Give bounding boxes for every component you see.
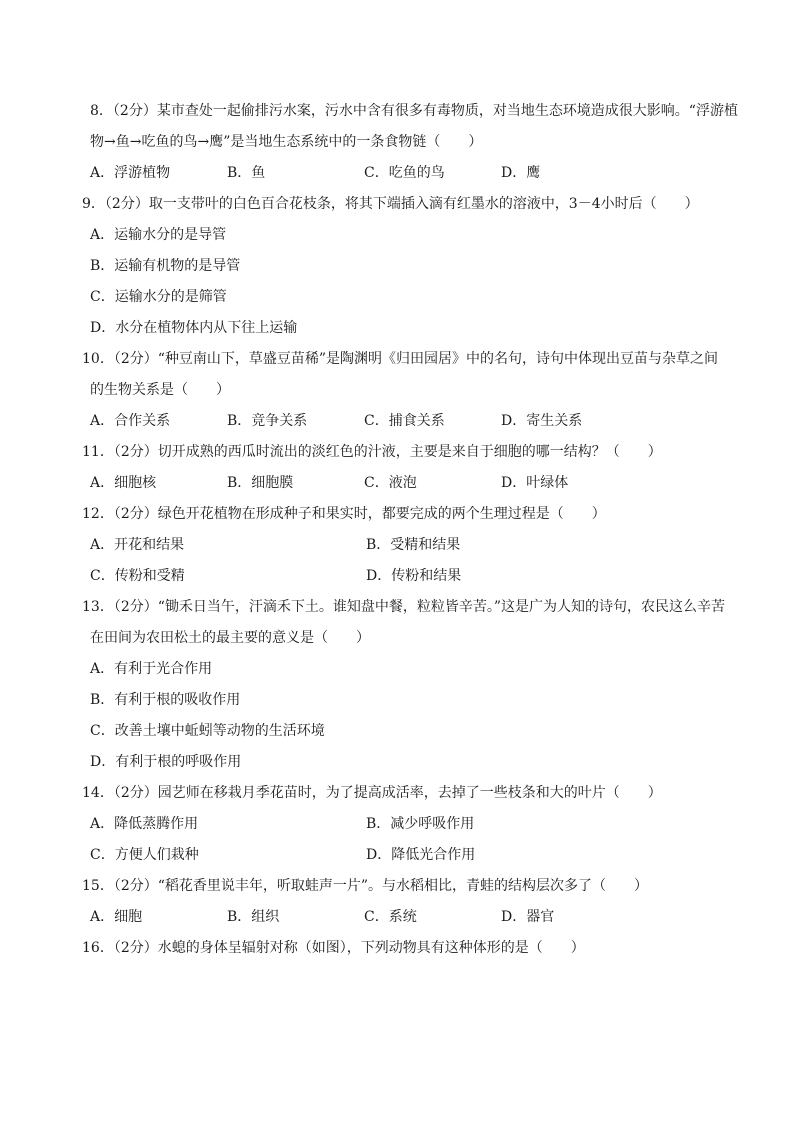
question-stem-line: 11．（2分）切开成熟的西瓜时流出的淡红色的汁液，主要是来自于细胞的哪一结构？（ ） xyxy=(82,444,662,460)
option-row xyxy=(90,902,730,933)
question-stem-line: 的生物关系是（ ） xyxy=(90,382,230,398)
option-b[interactable]: B．受精和结果 xyxy=(366,537,461,553)
option-b[interactable]: B．有利于根的吸收作用 xyxy=(90,692,241,708)
question-stem-line: 9．（2分）取一支带叶的白色百合花枝条，将其下端插入滴有红墨水的溶液中，3－4小时后（ ） xyxy=(82,196,699,212)
option-c[interactable]: C．运输水分的是筛管 xyxy=(90,289,227,305)
option-d[interactable]: D．有利于根的呼吸作用 xyxy=(90,754,242,770)
option-a[interactable]: A．细胞核 xyxy=(90,475,157,491)
option-a[interactable]: A．开花和结果 xyxy=(90,537,185,553)
option-d[interactable]: D．器官 xyxy=(501,909,555,925)
option-a[interactable]: A．合作关系 xyxy=(90,413,171,429)
option-row xyxy=(90,406,730,437)
question-11 xyxy=(82,437,730,499)
option-b[interactable]: B．鱼 xyxy=(227,165,266,181)
option-row xyxy=(90,561,730,592)
option-b[interactable]: B．竞争关系 xyxy=(227,413,308,429)
option-d[interactable]: D．叶绿体 xyxy=(501,475,569,491)
option-row xyxy=(90,158,730,189)
question-stem-line: 12．（2分）绿色开花植物在形成种子和果实时，都要完成的两个生理过程是（ ） xyxy=(82,506,606,522)
option-d[interactable]: D．水分在植物体内从下往上运输 xyxy=(90,320,298,336)
question-stem-line: 15．（2分）“稻花香里说丰年，听取蛙声一片”。与水稻相比，青蛙的结构层次多了（ ） xyxy=(82,878,649,894)
option-c[interactable]: C．系统 xyxy=(364,909,417,925)
option-a[interactable]: A．有利于光合作用 xyxy=(90,661,213,677)
option-b[interactable]: B．运输有机物的是导管 xyxy=(90,258,241,274)
option-c[interactable]: C．液泡 xyxy=(364,475,417,491)
option-row xyxy=(90,468,730,499)
question-14 xyxy=(82,778,730,871)
option-c[interactable]: C．捕食关系 xyxy=(364,413,445,429)
question-stem-line: 13．（2分）“锄禾日当午，汗滴禾下土。谁知盘中餐，粒粒皆辛苦。”这是广为人知的诗句，农民这么辛苦 xyxy=(82,599,726,615)
question-stem-line: 16．（2分）水螅的身体呈辐射对称（如图），下列动物具有这种体形的是（ ） xyxy=(82,940,585,956)
option-a[interactable]: A．降低蒸腾作用 xyxy=(90,816,199,832)
question-15 xyxy=(82,871,730,933)
option-a[interactable]: A．浮游植物 xyxy=(90,165,171,181)
option-row xyxy=(90,530,730,561)
question-12 xyxy=(82,499,730,592)
option-d[interactable]: D．鹰 xyxy=(501,165,541,181)
option-c[interactable]: C．方便人们栽种 xyxy=(90,847,199,863)
question-10 xyxy=(82,344,730,437)
question-16 xyxy=(82,933,730,964)
question-stem-line: 在田间为农田松土的最主要的意义是（ ） xyxy=(90,630,370,646)
option-b[interactable]: B．细胞膜 xyxy=(227,475,294,491)
question-stem-line: 8．（2分）某市查处一起偷排污水案，污水中含有很多有毒物质，对当地生态环境造成很大影响。“浮游植 xyxy=(90,103,738,119)
option-c[interactable]: C．吃鱼的鸟 xyxy=(364,165,445,181)
question-stem-line: 10．（2分）“种豆南山下，草盛豆苗稀”是陶渊明《归田园居》中的名句，诗句中体现出豆苗与杂草之间 xyxy=(82,351,719,367)
question-9 xyxy=(82,189,730,344)
question-list xyxy=(82,96,738,964)
question-8 xyxy=(90,96,738,189)
option-a[interactable]: A．细胞 xyxy=(90,909,143,925)
option-d[interactable]: D．降低光合作用 xyxy=(366,847,476,863)
question-stem-line: 14．（2分）园艺师在移栽月季花苗时，为了提高成活率，去掉了一些枝条和大的叶片（ ） xyxy=(82,785,662,801)
option-row xyxy=(90,840,730,871)
option-d[interactable]: D．寄生关系 xyxy=(501,413,583,429)
question-stem-line: 物→鱼→吃鱼的鸟→鹰”是当地生态系统中的一条食物链（ ） xyxy=(90,134,483,150)
option-c[interactable]: C．改善土壤中蚯蚓等动物的生活环境 xyxy=(90,723,325,739)
option-b[interactable]: B．组织 xyxy=(227,909,280,925)
option-d[interactable]: D．传粉和结果 xyxy=(366,568,462,584)
question-13 xyxy=(82,592,730,778)
option-c[interactable]: C．传粉和受精 xyxy=(90,568,185,584)
option-row xyxy=(90,809,730,840)
option-b[interactable]: B．减少呼吸作用 xyxy=(366,816,475,832)
option-a[interactable]: A．运输水分的是导管 xyxy=(90,227,227,243)
